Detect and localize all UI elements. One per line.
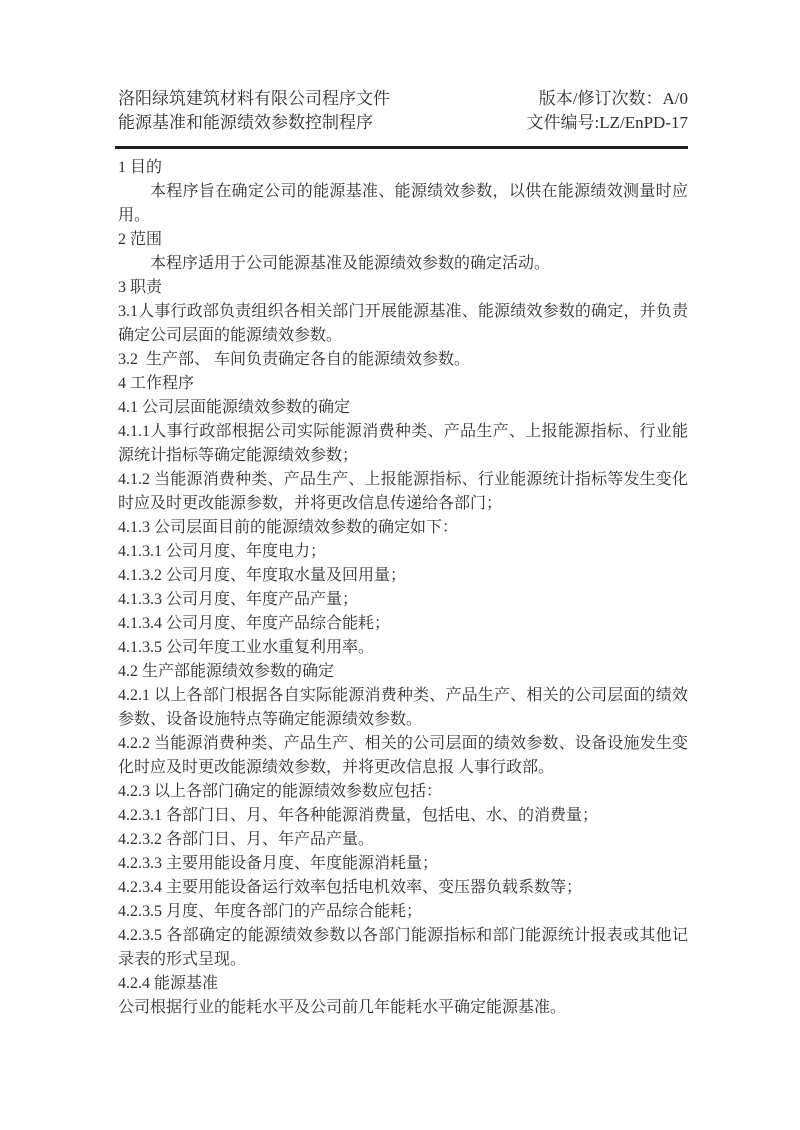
heading-1-purpose: 1 目的 [118,159,163,176]
para-4-2-3-4: 4.2.3.4 主要用能设备运行效率包括电机效率、变压器负载系数等； [118,879,583,896]
document-content [118,87,688,1020]
para-4-2-1: 4.2.1 以上各部门根据各自实际能源消费种类、产品生产、相关的公司层面的绩效参数、设备设施特点等确定能源绩效参数。 [118,687,688,728]
para-4-1-3-5: 4.1.3.5 公司年度工业水重复利用率。 [118,639,375,656]
para-purpose-body: 本程序旨在确定公司的能源基准、能源绩效参数，以供在能源绩效测量时应用。 [118,183,688,224]
para-4-2-3-3: 4.2.3.3 主要用能设备月度、年度能源消耗量； [118,855,439,872]
para-4-1-3-3: 4.1.3.3 公司月度、年度产品产量； [118,591,359,608]
heading-3-responsibility: 3 职责 [118,279,163,296]
para-4-1: 4.1 公司层面能源绩效参数的确定 [118,399,351,416]
para-4-1-3: 4.1.3 公司层面目前的能源绩效参数的确定如下： [118,519,459,536]
para-4-2-2: 4.2.2 当能源消费种类、产品生产、相关的公司层面的绩效参数、设备设施发生变化时应及时更改能源绩效参数，并将更改信息报 人事行政部。 [118,735,688,776]
para-4-1-3-1: 4.1.3.1 公司月度、年度电力； [118,543,327,560]
para-4-2-3: 4.2.3 以上各部门确定的能源绩效参数应包括： [118,783,443,800]
para-4-2-3-1: 4.2.3.1 各部门日、月、年各种能源消费量，包括电、水、的消费量； [118,807,599,824]
para-4-1-2: 4.1.2 当能源消费种类、产品生产、上报能源指标、行业能源统计指标等发生变化时应及时更改能源参数，并将更改信息传递给各部门； [118,471,688,512]
para-4-1-3-2: 4.1.3.2 公司月度、年度取水量及回用量； [118,567,407,584]
version-revision-line: 版本/修订次数：A/0 [538,89,688,108]
company-name-line: 洛阳绿筑建筑材料有限公司程序文件 [118,89,390,108]
para-4-1-1: 4.1.1人事行政部根据公司实际能源消费种类、产品生产、上报能源指标、行业能源统计指标等确定能源绩效参数； [118,423,688,464]
header-left-block [118,87,390,135]
heading-4-procedure: 4 工作程序 [118,375,195,392]
para-4-2-3-5a: 4.2.3.5 月度、年度各部门的产品综合能耗； [118,903,423,920]
header-right-block [527,87,689,135]
para-4-2-3-5b: 4.2.3.5 各部确定的能源绩效参数以各部门能源指标和部门能源统计报表或其他记录表的形式呈现。 [118,927,688,968]
para-4-1-3-4: 4.1.3.4 公司月度、年度产品综合能耗； [118,615,391,632]
para-3-1: 3.1人事行政部负责组织各相关部门开展能源基准、能源绩效参数的确定，并负责确定公司层面的能源绩效参数。 [118,303,688,344]
para-energy-baseline-body: 公司根据行业的能耗水平及公司前几年能耗水平确定能源基准。 [118,999,567,1016]
heading-4-2-4-baseline: 4.2.4 能源基准 [118,975,219,992]
document-title-line: 能源基准和能源绩效参数控制程序 [118,113,373,132]
document-header [118,87,688,135]
para-4-2: 4.2 生产部能源绩效参数的确定 [118,663,335,680]
para-4-2-3-2: 4.2.3.2 各部门日、月、年产品产量。 [118,831,375,848]
para-3-2: 3.2 生产部、 车间负责确定各自的能源绩效参数。 [118,351,471,368]
document-body [118,156,688,1020]
para-scope-body: 本程序适用于公司能源基准及能源绩效参数的确定活动。 [150,255,551,272]
heading-2-scope: 2 范围 [118,231,163,248]
header-divider-rule [115,146,688,149]
document-number-line: 文件编号:LZ/EnPD-17 [526,113,688,132]
